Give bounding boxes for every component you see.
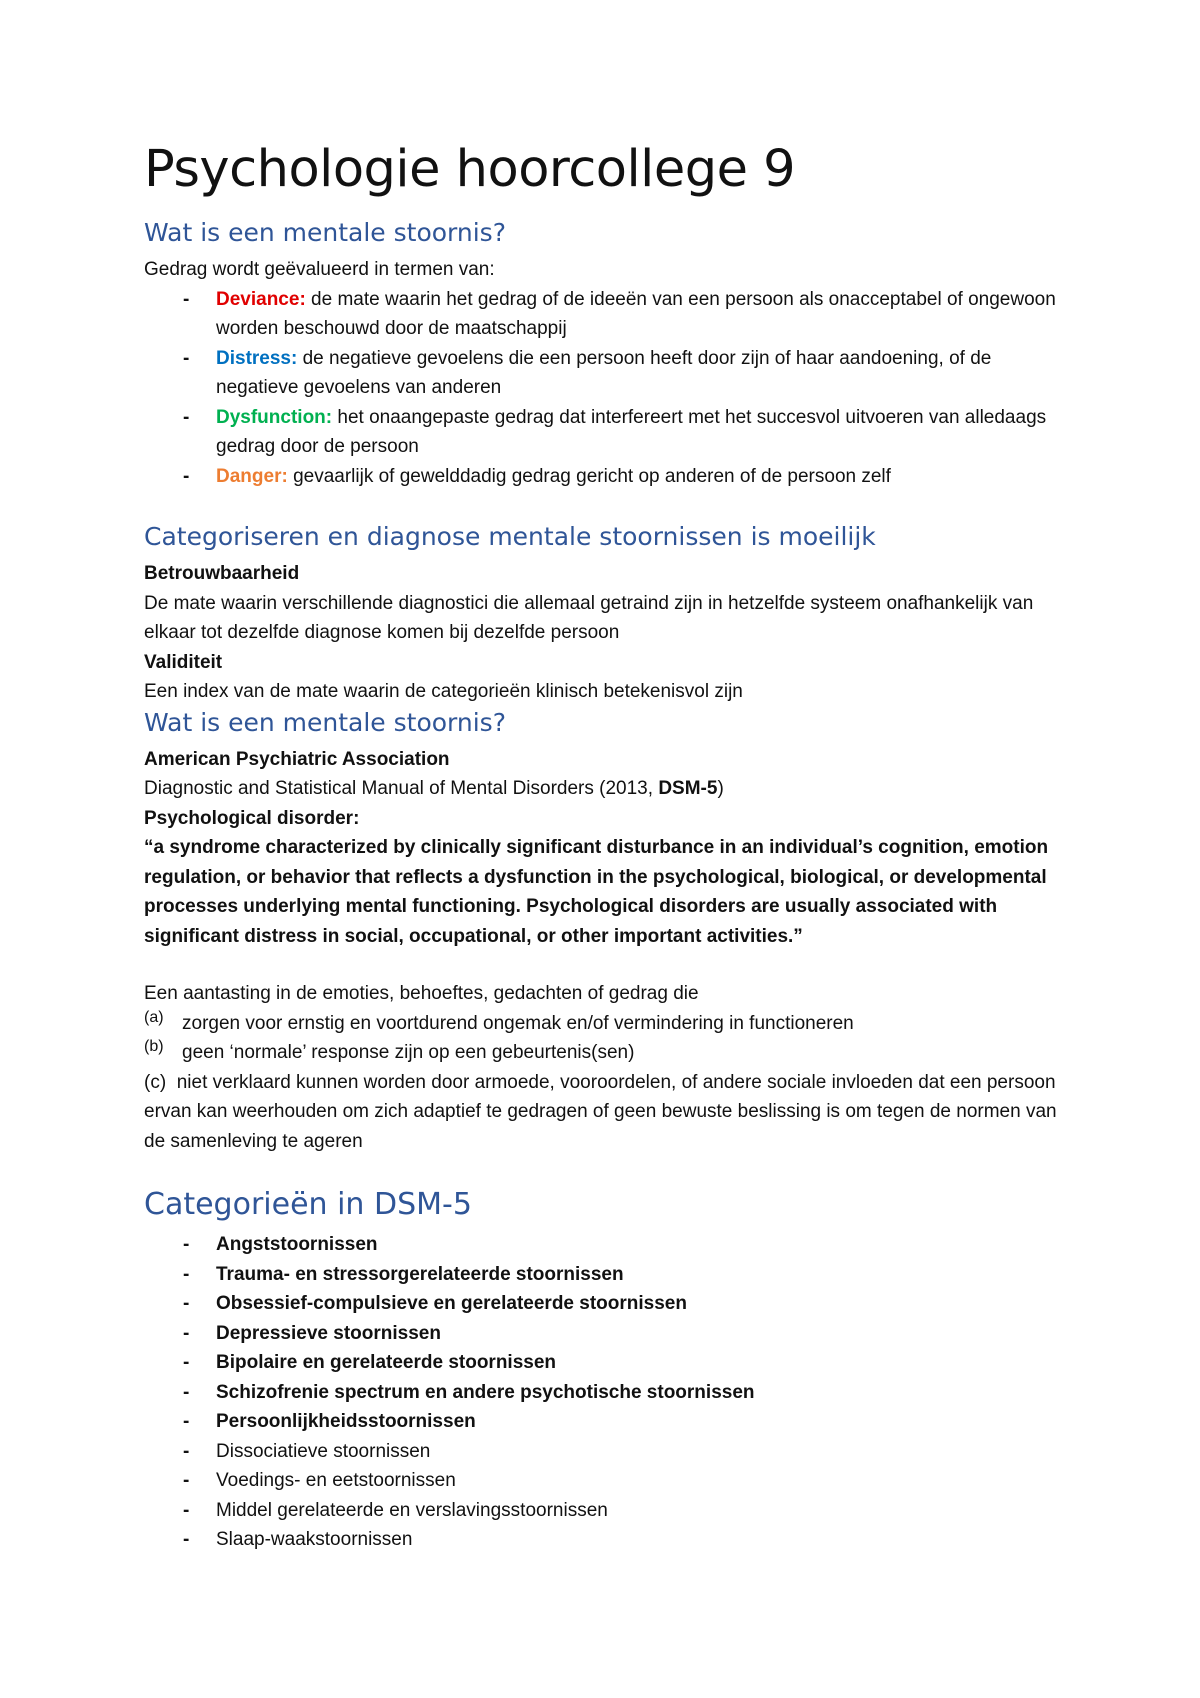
- criterion-text: niet verklaard kunnen worden door armoede, vooroordelen, of andere sociale invloeden dat een persoon ervan kan weerhouden om zich adaptief te gedragen of geen bewuste beslissing is om tegen de normen van de samenleving te ageren: [144, 1071, 1057, 1152]
- list-item: - Slaap-waakstoornissen: [216, 1525, 1074, 1555]
- criterion-text: geen ‘normale’ response zijn op een gebeurtenis(sen): [182, 1042, 635, 1063]
- subheading-reliability: Betrouwbaarheid: [144, 563, 300, 584]
- term-danger: Danger:: [216, 465, 288, 487]
- section-heading-categorize: Categoriseren en diagnose mentale stoornissen is moeilijk: [144, 522, 876, 551]
- manual-abbrev: DSM-5: [658, 778, 718, 799]
- spacer: [144, 1156, 1074, 1186]
- manual-reference: [144, 774, 1074, 804]
- list-item: - Trauma- en stressorgerelateerde stoornissen: [216, 1260, 1074, 1290]
- document-content: [144, 140, 1074, 1555]
- section-heading-dsm-categories: Categorieën in DSM-5: [144, 1187, 472, 1222]
- criterion-text: zorgen voor ernstig en voortdurend ongemak en/of vermindering in functioneren: [182, 1012, 854, 1034]
- list-item: - Obsessief-compulsieve en gerelateerde stoornissen: [216, 1289, 1074, 1319]
- spacer: [144, 951, 1074, 979]
- section-heading-mental-disorder: Wat is een mentale stoornis?: [144, 218, 506, 247]
- criterion-a: [144, 1009, 1074, 1039]
- term-description: het onaangepaste gedrag dat interfereert met het succesvol uitvoeren van alledaags gedrag door de persoon: [216, 406, 1047, 457]
- list-item: - Voedings- en eetstoornissen: [216, 1466, 1074, 1496]
- list-item: [216, 285, 1074, 344]
- term-description: gevaarlijk of gewelddadig gedrag gericht op anderen of de persoon zelf: [287, 465, 891, 487]
- term-description: de negatieve gevoelens die een persoon heeft door zijn of haar aandoening, of de negatieve gevoelens van anderen: [216, 347, 992, 398]
- term-dysfunction: Dysfunction:: [216, 406, 333, 428]
- list-item: - Depressieve stoornissen: [216, 1319, 1074, 1349]
- criterion-label: (a): [144, 1008, 164, 1026]
- list-item: [216, 344, 1074, 403]
- term-distress: Distress:: [216, 347, 298, 369]
- manual-close: ): [717, 778, 724, 799]
- section-intro: Gedrag wordt geëvalueerd in termen van:: [144, 259, 495, 280]
- validity-text: Een index van de mate waarin de categorieën klinisch betekenisvol zijn: [144, 681, 743, 702]
- spacer: [144, 491, 1074, 521]
- list-item: - Middel gerelateerde en verslavingsstoornissen: [216, 1496, 1074, 1526]
- list-item: - Schizofrenie spectrum en andere psychotische stoornissen: [216, 1378, 1074, 1408]
- list-item: - Angststoornissen: [216, 1230, 1074, 1260]
- term-description: de mate waarin het gedrag of de ideeën van een persoon als onacceptabel of ongewoon worden beschouwd door de maatschappij: [216, 288, 1056, 339]
- page-title: Psychologie hoorcollege 9: [144, 140, 796, 199]
- section-heading-mental-disorder-dsm: Wat is een mentale stoornis?: [144, 707, 506, 737]
- manual-title: Diagnostic and Statistical Manual of Mental Disorders (2013,: [144, 778, 659, 799]
- definition-label: Psychological disorder:: [144, 807, 360, 829]
- list-item: [216, 403, 1074, 462]
- criterion-b: [144, 1038, 1074, 1068]
- subheading-validity: Validiteit: [144, 651, 223, 673]
- term-deviance: Deviance:: [216, 288, 306, 310]
- criteria-list: [144, 285, 1074, 492]
- dsm-category-list: [144, 1230, 1074, 1555]
- criterion-label: (b): [144, 1038, 164, 1055]
- organization-name: American Psychiatric Association: [144, 748, 450, 770]
- criterion-c: [144, 1068, 1074, 1157]
- reliability-text: De mate waarin verschillende diagnostici die allemaal getraind zijn in hetzelfde systeem onafhankelijk van elkaar tot dezelfde diagnose komen bij dezelfde persoon: [144, 592, 1034, 643]
- criterion-label: (c): [144, 1071, 167, 1093]
- list-item: [216, 462, 1074, 492]
- list-item: - Dissociatieve stoornissen: [216, 1437, 1074, 1467]
- definition-quote: “a syndrome characterized by clinically significant disturbance in an individual’s cognition, emotion regulation, or behavior that reflects a dysfunction in the psychological, biological, or developmental processes underlying mental functioning. Psychological disorders are usually associated with significant distress in social, occupational, or other important activities.”: [144, 837, 1049, 947]
- list-item: - Bipolaire en gerelateerde stoornissen: [216, 1348, 1074, 1378]
- list-item: - Persoonlijkheidsstoornissen: [216, 1407, 1074, 1437]
- dutch-definition-intro: Een aantasting in de emoties, behoeftes, gedachten of gedrag die: [144, 983, 699, 1004]
